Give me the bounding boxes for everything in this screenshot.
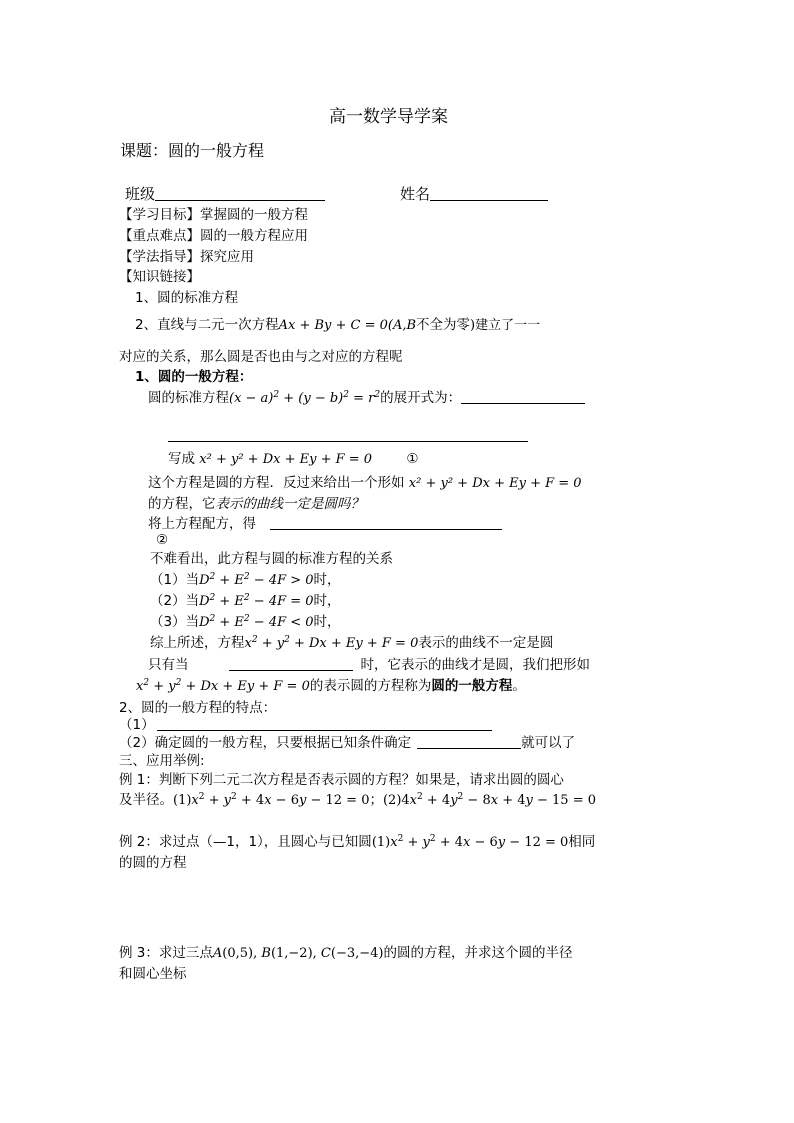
converse-b2: 表示的曲线一定是圆吗？ [215,496,364,512]
feature-1-blank[interactable] [157,717,492,731]
page-title: 高一数学导学案 [329,107,448,127]
case-1 [150,571,341,590]
name-blank[interactable] [430,187,548,201]
case-3-label: （3）当 [150,614,200,630]
objective-keypoint: 【重点难点】圆的一般方程应用 [119,228,308,244]
feature-1-label: （1） [119,717,155,733]
case-2-label: （2）当 [150,593,200,609]
section2-heading: 2、圆的一般方程的特点： [119,700,277,716]
feature-1 [119,716,492,734]
summary-equation: $x^2 + y^2 + Dx + Ey + F = 0$ [244,635,419,651]
write-form-line [168,450,418,469]
definition-end: 。 [512,678,526,694]
class-label: 班级 [125,185,156,203]
name-field[interactable] [400,185,548,204]
definition-equation: $x^2 + y^2 + Dx + Ey + F = 0$ [136,678,310,694]
write-label: 写成 [168,451,195,467]
example-2-b: 相同 [568,834,596,850]
example-2-line-1 [119,833,595,852]
standard-equation-line [148,389,585,408]
converse-line [148,474,582,493]
complete-square-line [148,515,502,533]
class-blank[interactable] [155,187,325,201]
converse-b1: 的方程，它 [148,496,216,512]
definition-mid: 的表示圆的方程称为 [309,678,432,694]
feature-2-blank[interactable] [417,735,521,749]
example-2-a: 例 2：求过点（—1，1），且圆心与已知圆 [119,834,372,850]
definition-line [136,677,526,696]
link-item-1: 1、圆的标准方程 [135,290,239,306]
example-1-eq1: $(1)x^2 + y^2 + 4x - 6y - 12 = 0$ [173,792,370,808]
example-1-b: 及半径。 [119,792,173,808]
complete-label: 将上方程配方，得 [148,516,256,532]
condition-blank[interactable] [229,657,353,671]
case-2-condition: $D^2 + E^2 - 4F = 0$ [199,593,314,609]
case-3 [150,613,341,632]
example-3-b: 的圆的方程，并求这个圆的半径 [383,945,573,961]
class-field[interactable] [125,185,325,204]
example-1-line-1: 例 1：判断下列二元二次方程是否表示圆的方程？如果是，请求出圆的圆心 [119,772,564,788]
equation-marker-2: ② [156,532,169,548]
example-1-line-2 [119,791,596,810]
example-2-line-2: 的圆的方程 [119,855,187,871]
std-post: 的展开式为： [380,390,462,406]
complete-blank[interactable] [270,516,502,530]
only-post: 时，它表示的曲线才是圆，我们把形如 [360,657,590,673]
converse-a: 这个方程是圆的方程．反过来给出一个形如 [148,475,405,491]
feature-2-pre: （2）确定圆的一般方程，只要根据已知条件确定 [119,735,412,751]
link-item-2-cont: 对应的关系，那么圆是否也由与之对应的方程呢 [119,349,403,365]
converse-question [148,495,364,513]
example-3-line-1 [119,944,572,963]
only-pre: 只有当 [148,657,189,673]
standard-equation: $(x - a)^2 + (y - b)^2 = r^2$ [229,390,381,406]
link-item-2-post: )建立了一一 [470,318,541,333]
example-3-points: A(0,5), B(1,−2), C(−3,−4) [212,946,384,961]
case-3-post: 时， [313,614,341,630]
link-item-2-pre: 2、直线与二元一次方程 [135,317,279,333]
section3-heading: 三、应用举例: [119,753,205,769]
line-equation: Ax + By + C = 0(A,B [278,318,417,333]
case-1-condition: $D^2 + E^2 - 4F > 0$ [199,572,314,588]
only-when-line [148,656,590,674]
case-1-post: 时， [313,572,341,588]
equation-marker-1: ① [406,451,419,467]
objective-link: 【知识链接】 [119,269,200,285]
summary-post: 表示的曲线不一定是圆 [418,635,554,651]
case-2-post: 时， [313,593,341,609]
example-1-sep: ； [369,792,383,808]
feature-2 [119,734,575,752]
case-2 [150,592,341,611]
summary-line [150,634,553,653]
objective-method: 【学法指导】探究应用 [119,249,254,265]
example-3-line-2: 和圆心坐标 [119,966,187,982]
std-pre: 圆的标准方程 [148,390,229,406]
feature-2-post: 就可以了 [521,735,576,751]
name-label: 姓名 [400,185,431,203]
expansion-blank[interactable] [461,390,585,404]
case-3-condition: $D^2 + E^2 - 4F < 0$ [199,614,314,630]
general-equation: x² + y² + Dx + Ey + F = 0 [199,452,373,467]
example-1-eq2: $(2)4x^2 + 4y^2 - 8x + 4y - 15 = 0$ [382,792,596,808]
section1-heading: 1、圆的一般方程： [135,369,253,385]
link-item-2 [135,316,540,335]
link-item-2-cn: 不全为零 [416,317,471,333]
converse-equation: x² + y² + Dx + Ey + F = 0 [408,476,582,491]
objective-goal: 【学习目标】掌握圆的一般方程 [119,207,308,223]
example-2-eq: $(1)x^2 + y^2 + 4x - 6y - 12 = 0$ [371,834,569,850]
example-3-a: 例 3：求过三点 [119,945,213,961]
expansion-blank-line[interactable] [168,441,528,442]
relation-text: 不难看出，此方程与圆的标准方程的关系 [150,551,393,567]
case-1-label: （1）当 [150,572,200,588]
definition-term: 圆的一般方程 [431,678,513,694]
lesson-topic: 课题：圆的一般方程 [120,141,265,160]
summary-pre: 综上所述，方程 [150,635,245,651]
